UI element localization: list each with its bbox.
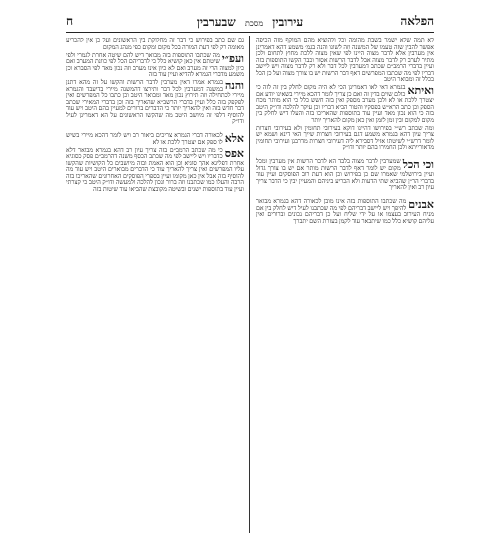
lead-word: ועפ״י xyxy=(221,51,244,65)
tractate-name: עירובין xyxy=(272,15,304,29)
lead-word: אבנים xyxy=(408,198,434,211)
paragraph: אבנים מה שכתבו התוספות בזה אינו מובן לכאורה דהא בגמרא מבואר להיפך ויש ליישב דבריהם לפי מה שכתבנו לעיל דיש לחלק בין אם מניח העירוב בעצמו או על ידי שליח ועל כן דבריהם נכונים וברורים ואין עליהם קושיא כלל כמו שיתבאר עוד לקמן בעזרת השם יתברך xyxy=(256,198,434,225)
paragraph: אלא לכאורה דברי הגמרא צריכים ביאור רב ויש לומר דהכא מיירי בשיש לו ספק אם יצטרך ללכת או לא xyxy=(66,132,244,146)
column-divider xyxy=(249,36,250,533)
left-column xyxy=(66,38,244,533)
paragraph: אפס כי מה שכתב הרמב״ם בזה צריך עיון רב דהא בגמרא מבואר דלא כדבריו ויש ליישב לפי מה שכתב הכסף משנה דהרמב״ם פסק כסוגיא אחרת דפליגא אהך סוגיא וכן הוא האמת ובזה מיושבים כל הקושיות שהקשו עליו המפרשים ואין צריך להאריך עוד כי הדברים מבוארים היטב ויש עוד מה להוסיף בזה אבל אין כאן מקומו ועיין בספרי הפוסקים האחרונים שהאריכו בזה הרבה והעלו כמו שכתבנו וזה ברור ונכון להלכה ולמעשה ודו״ק היטב כי קצרתי ועיין עוד בתוספות ישנים ובשיטה מקובצת שהביאו עוד שיטות בזה xyxy=(66,146,244,193)
paragraph: והנה בגמרא אמרו דאין מערבין לדבר הרשות והקשו על זה מהא דתנן במשנה דמערבין לכל דבר ותירצו דהמשנה מיירי בדיעבד והגמרא מיירי לכתחילה וזה תירוץ נכון מאד ומבואר היטב וכן כתבו כל המפרשים ואין לפקפק בזה כלל ועיין בדברי הרשב״א שהאריך בזה וכן בדברי המאירי שכתב דבר חדש בזה ואין להאריך יותר כי הדברים ברורים למעיין בהם היטב ויש עוד להוסיף דלפי זה מיושב היטב מה שהקשו הראשונים על הא דאמרינן לעיל ודו״ק xyxy=(66,79,244,125)
chapter-name: שבערבין xyxy=(196,15,236,29)
lead-word: אלא xyxy=(224,132,244,145)
running-title: הפלאה xyxy=(400,14,434,28)
lead-word: וכי הכל xyxy=(402,158,434,171)
paragraph: לא תמה שלא ישמר בשבת מהומה וכל ולהוציא מהם המוקף מזה הכיפה אפשר להבין שזה טעמו של המשנה וזה לשונו והנה בגמ׳ משמע דהא דאמרינן אין מערבין אלא לדבר מצוה היינו לפי שאין מצוה ללכת מחוץ לתחום ולכן מתיר לערב רק לדבר מצוה אבל לדבר הרשות אסור וכבר הקשו התוספות בזה ועיין בדברי הרמב״ם שכתב דמערבין לכל דבר ולא רק לדבר מצוה ויש ליישב דבריו לפי מה שכתבו המפרשים דאף דבר הרשות יש בו צורך מצוה ועל כן הכל בכלל זה ומבואר היטב xyxy=(256,38,434,83)
tractate-label: מסכת xyxy=(244,19,264,28)
lead-word: והנה xyxy=(224,79,244,92)
paragraph: ועפ״י מה שכתבו התוספות בזה מבואר דיש להם שיטה אחרת לגמרי ולפי שיטתם אין כאן קושיא כלל כי לדבריהם הכל לפי כוונת המערב ואם כיון למצוה הרי זה מערב ואם לא כיון אינו מערב וזה נכון מאד לפי הסברא וכן משמע מדברי הגמרא להדיא ועיין עוד בזה xyxy=(66,51,244,78)
tractate-title xyxy=(197,15,303,30)
paragraph: ומה שכתב רש״י בפירושו דהיינו דוקא בעירובי תחומין ולא בעירובי חצרות צריך עיון דהא בגמרא משמע דגם בעירובי חצרות שייך האי דינא ושמא יש לומר דרש״י לשיטתו אזיל דסבירא ליה דעירובי חצרות מדרבנן ועירובי תחומין מדאורייתא ולכן החמירו בהם יותר ודו״ק xyxy=(256,124,434,151)
page-header xyxy=(66,14,434,33)
lead-word: אפס xyxy=(224,146,244,160)
folio-number: ח xyxy=(66,14,74,28)
lead-word: ואיתא xyxy=(407,84,434,97)
paragraph: גם שם כתב בפירוש כי דבר זה מחלוקת בין הראשונים ועל כן אין להכריע מאומה רק לפי דעת המורה בכל מקום ומקום כפי מנהג המקום xyxy=(66,38,244,51)
paragraph: וכי הכל שמערבין לדבר מצוה בלבד הא לדבר הרשות אין מערבין ומכל מקום יש לומר דאף לדבר הרשות מותר אם יש בו צורך גדול ועיין בירושלמי שאמרו שם כן בפירוש וכן הוא דעת רוב הפוסקים ועיין עוד בדברי הר״ן שהביא שתי הדעות ולא הכריע ביניהם והמעיין יבין כי הדבר צריך עיון רב ואין להאריך xyxy=(256,158,434,191)
right-column xyxy=(256,38,434,533)
paragraph: ואיתא בגמרא דאי לאו דאמרינן הכי לא היה מקום לחלק בין זה לזה כי כולם שוים בדין זה ואם כן צריך לומר דהכא מיירי בשאינו יודע אם יצטרך ללכת או לא ולכן מערב מספק ואין בזה חשש כלל כי הוא מותר מכח הספק וכן כתב הרא״ש בפסקיו והטור הביא דבריו וכן עיקר להלכה ודו״ק היטב בזה כי הוא נכון מאד ועיין עוד בתוספות שהאריכו בזה והעלו דיש לחלק בין מקום למקום ובין זמן לזמן ואין כאן מקום להאריך יותר xyxy=(256,84,434,124)
